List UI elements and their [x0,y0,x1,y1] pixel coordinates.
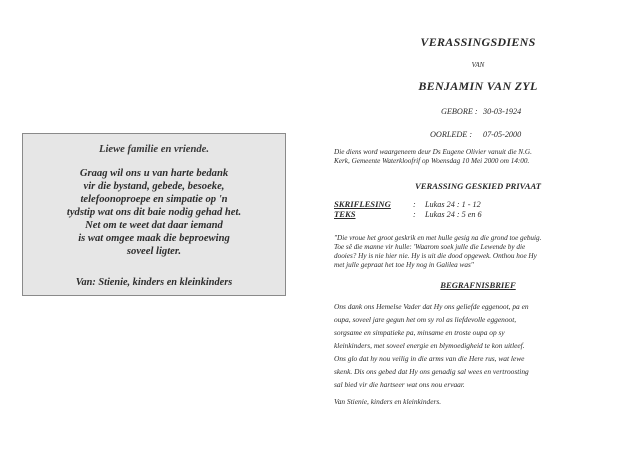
born-date: 30-03-1924 [483,107,522,116]
card-message-line: tydstip wat ons dit baie nodig gehad het. [66,207,242,218]
text-separator: : [413,210,416,219]
card-message-line: telefoonoproepe en simpatie op 'n [80,194,228,205]
card-message-line: vir die bystand, gebede, besoeke, [83,181,225,192]
card-greeting: Liewe familie en vriende. [98,144,210,155]
deceased-name: BENJAMIN VAN ZYL [418,79,538,93]
card-message-line: Graag wil ons u van harte bedank [79,168,229,179]
letter-line: sorgsame en simpatieke pa, minsame en troste oupa op sy [334,328,505,337]
scripture-value: Lukas 24 : 1 - 12 [425,200,481,209]
letter-heading: BEGRAFNISBRIEF [440,280,516,290]
quote-line: met julle gepraat het toe Hy nog in Galilea was" [334,261,474,269]
card-signature: Van: Stienie, kinders en kleinkinders [75,277,233,288]
text-value: Lukas 24 : 5 en 6 [425,210,482,219]
service-info-line: Kerk, Gemeente Waterkloofrif op Woensdag 10 Mei 2000 om 14:00. [334,157,530,165]
scripture-separator: : [413,200,416,209]
card-message-line: Net om te weet dat daar iemand [85,220,223,231]
letter-line: oupa, soveel jare gegun het om sy rol as liefdevolle eggenoot, [334,315,517,324]
born-label: GEBORE : [441,107,478,116]
letter-line: sal bied vir die hartseer wat ons nou ervaar. [334,380,465,389]
letter-line: skenk. Dis ons gebed dat Hy ons genadig sal wees en vertroosting [334,367,529,376]
letter-line: Ons glo dat hy nou veilig in die arms van die Here rus, wat lewe [334,354,525,363]
scripture-label: SKRIFLESING [334,199,391,209]
quote-line: Toe sê die manne vir hulle: 'Waarom soek julle die Lewende by die [334,243,526,251]
quote-line: dooies? Hy is nie hier nie. Hy is uit die dood opgewek. Onthou hoe Hy [334,252,537,260]
private-heading: VERASSING GESKIED PRIVAAT [415,181,541,191]
quote-line: "Die vroue het groot geskrik en met hulle gesig na die grond toe gebuig. [334,234,542,242]
card-message-line: soveel ligter. [126,246,182,257]
died-label: OORLEDE : [430,130,473,139]
letter-line: kleinkinders, met soveel energie en blymoedigheid te kon uitleef. [334,341,525,350]
service-info-line: Die diens word waargeneem deur Ds Eugene Olivier vanuit die N.G. [334,148,532,156]
letter-line: Ons dank ons Hemelse Vader dat Hy ons geliefde eggenoot, pa en [334,302,529,311]
card-message-line: is wat omgee maak die beproewing [78,233,230,244]
text-label: TEKS [334,209,356,219]
thank-you-card [22,133,286,296]
service-title: VERASSINGSDIENS [420,35,536,49]
van-label: VAN [471,61,485,69]
letter-closing: Van Stienie, kinders en kleinkinders. [334,397,442,406]
died-date: 07-05-2000 [483,130,522,139]
